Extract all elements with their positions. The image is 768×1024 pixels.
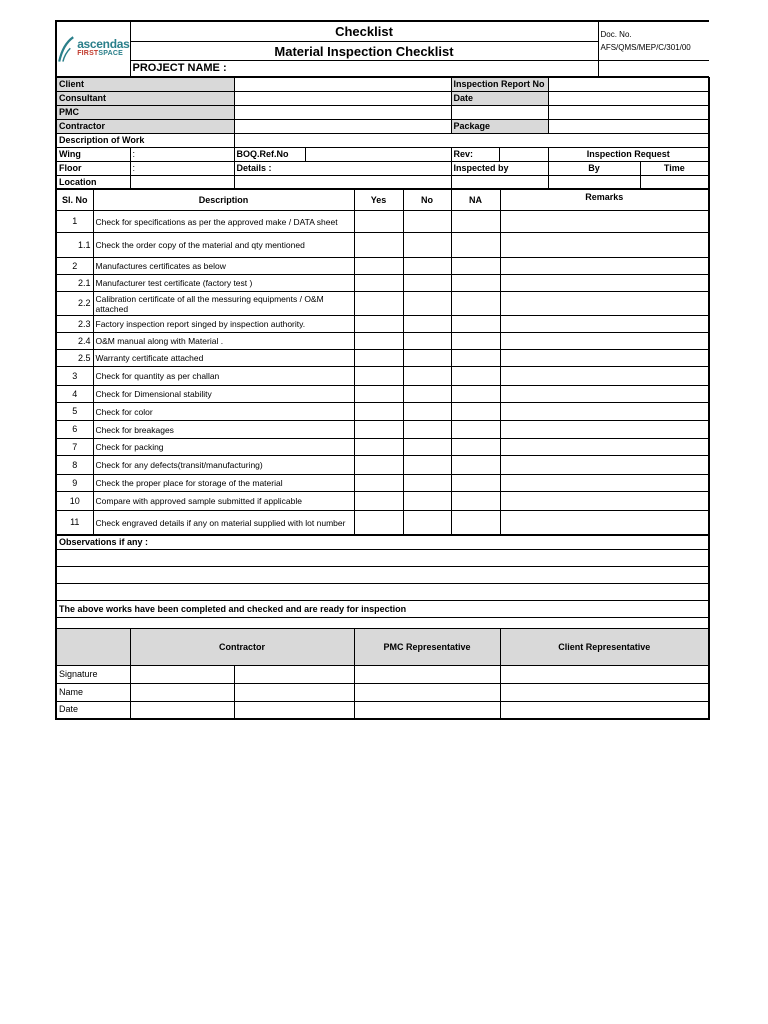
logo-main-text: ascendas <box>77 37 130 51</box>
name-cell <box>500 684 709 702</box>
table-row <box>56 475 709 492</box>
table-row <box>56 439 709 456</box>
table-row <box>56 456 709 475</box>
item-number: 2.5 <box>56 350 93 367</box>
yes-cell <box>354 211 403 233</box>
na-cell <box>451 439 500 456</box>
pmc-blank-2 <box>548 106 709 120</box>
checklist-items <box>56 211 709 535</box>
na-cell <box>451 233 500 258</box>
item-number: 11 <box>56 511 93 535</box>
item-description: Compare with approved sample submitted if applicable <box>93 492 354 511</box>
name-cell <box>234 684 354 702</box>
yes-cell <box>354 333 403 350</box>
item-number: 2.3 <box>56 316 93 333</box>
table-row <box>56 233 709 258</box>
signature-cell <box>500 666 709 684</box>
package-value <box>548 120 709 134</box>
yes-cell <box>354 475 403 492</box>
pmc-label: PMC <box>56 106 234 120</box>
inspected-by-label: Inspected by <box>451 162 548 176</box>
no-cell <box>403 492 451 511</box>
remarks-cell <box>500 456 709 475</box>
yes-cell <box>354 292 403 316</box>
logo-cell <box>56 21 130 77</box>
date-label-footer: Date <box>56 702 130 719</box>
yes-cell <box>354 439 403 456</box>
table-row <box>56 421 709 439</box>
table-row <box>56 511 709 535</box>
table-row <box>56 211 709 233</box>
item-description: Check for color <box>93 403 354 421</box>
name-cell <box>354 684 500 702</box>
no-cell <box>403 386 451 403</box>
inspection-request-label: Inspection Request <box>548 148 709 162</box>
location-value <box>130 176 234 189</box>
consultant-label: Consultant <box>56 92 234 106</box>
na-cell <box>451 511 500 535</box>
item-number: 10 <box>56 492 93 511</box>
item-number: 7 <box>56 439 93 456</box>
remarks-cell <box>500 439 709 456</box>
yes-cell <box>354 275 403 292</box>
date-cell <box>234 702 354 719</box>
pmc-rep-heading: PMC Representative <box>354 629 500 666</box>
remarks-cell <box>500 403 709 421</box>
doc-no-value: AFS/QMS/MEP/C/301/00 <box>600 43 691 52</box>
doc-number-cell <box>598 21 709 61</box>
item-number: 1.1 <box>56 233 93 258</box>
item-number: 6 <box>56 421 93 439</box>
item-number: 2.4 <box>56 333 93 350</box>
item-number: 3 <box>56 367 93 386</box>
pmc-blank <box>451 106 548 120</box>
client-value <box>234 78 451 92</box>
footer-table <box>55 535 710 720</box>
col-yes: Yes <box>354 190 403 211</box>
location-blank-3 <box>548 176 640 189</box>
yes-cell <box>354 316 403 333</box>
signature-cell <box>130 666 234 684</box>
wing-colon: : <box>130 148 234 162</box>
no-cell <box>403 367 451 386</box>
yes-cell <box>354 258 403 275</box>
location-blank-4 <box>640 176 709 189</box>
signature-cell <box>234 666 354 684</box>
table-row <box>56 367 709 386</box>
location-label: Location <box>56 176 130 189</box>
item-description: Manufactures certificates as below <box>93 258 354 275</box>
no-cell <box>403 258 451 275</box>
details-label: Details : <box>234 162 451 176</box>
na-cell <box>451 403 500 421</box>
na-cell <box>451 456 500 475</box>
no-cell <box>403 316 451 333</box>
no-cell <box>403 439 451 456</box>
yes-cell <box>354 421 403 439</box>
yes-cell <box>354 367 403 386</box>
description-of-work-value <box>234 134 709 148</box>
logo-sub-text: FIRSTSPACE <box>77 50 124 57</box>
item-number: 2.2 <box>56 292 93 316</box>
date-cell <box>130 702 234 719</box>
item-description: Check for Dimensional stability <box>93 386 354 403</box>
location-blank <box>234 176 451 189</box>
observation-line <box>56 550 709 567</box>
project-name-label: PROJECT NAME : <box>130 61 598 77</box>
inspection-report-value <box>548 78 709 92</box>
na-cell <box>451 316 500 333</box>
table-row <box>56 275 709 292</box>
remarks-cell <box>500 292 709 316</box>
no-cell <box>403 233 451 258</box>
item-number: 5 <box>56 403 93 421</box>
inspection-report-label: Inspection Report No <box>451 78 548 92</box>
contractor-value <box>234 120 451 134</box>
table-row <box>56 258 709 275</box>
doc-no-label: Doc. No. <box>600 30 632 39</box>
na-cell <box>451 275 500 292</box>
package-label: Package <box>451 120 548 134</box>
signature-cell <box>354 666 500 684</box>
remarks-cell <box>500 316 709 333</box>
signature-label: Signature <box>56 666 130 684</box>
na-cell <box>451 292 500 316</box>
no-cell <box>403 511 451 535</box>
item-number: 9 <box>56 475 93 492</box>
wing-label: Wing <box>56 148 130 162</box>
remarks-cell <box>500 211 709 233</box>
remarks-cell <box>500 258 709 275</box>
project-name-blank <box>598 61 709 77</box>
page-subtitle: Material Inspection Checklist <box>130 42 598 61</box>
yes-cell <box>354 511 403 535</box>
col-description: Description <box>93 190 354 211</box>
rev-label: Rev: <box>451 148 499 162</box>
remarks-cell <box>500 492 709 511</box>
col-remarks: Remarks <box>500 190 709 211</box>
date-cell <box>500 702 709 719</box>
remarks-cell <box>500 233 709 258</box>
na-cell <box>451 475 500 492</box>
pmc-value <box>234 106 451 120</box>
no-cell <box>403 475 451 492</box>
name-label: Name <box>56 684 130 702</box>
item-number: 4 <box>56 386 93 403</box>
item-description: Factory inspection report singed by inspection authority. <box>93 316 354 333</box>
header-table <box>55 20 709 77</box>
yes-cell <box>354 350 403 367</box>
table-row <box>56 316 709 333</box>
checklist-sheet <box>55 20 708 720</box>
na-cell <box>451 492 500 511</box>
boq-ref-value <box>305 148 451 162</box>
table-row <box>56 492 709 511</box>
client-label: Client <box>56 78 234 92</box>
na-cell <box>451 367 500 386</box>
remarks-cell <box>500 421 709 439</box>
na-cell <box>451 386 500 403</box>
description-of-work-label: Description of Work <box>56 134 234 148</box>
no-cell <box>403 275 451 292</box>
item-description: Check the order copy of the material and qty mentioned <box>93 233 354 258</box>
na-cell <box>451 333 500 350</box>
item-description: Check for quantity as per challan <box>93 367 354 386</box>
remarks-cell <box>500 275 709 292</box>
logo-swoosh-icon <box>57 30 76 68</box>
item-description: Check for any defects(transit/manufacturing) <box>93 456 354 475</box>
no-cell <box>403 333 451 350</box>
location-blank-2 <box>451 176 548 189</box>
no-cell <box>403 456 451 475</box>
yes-cell <box>354 456 403 475</box>
table-row <box>56 350 709 367</box>
remarks-cell <box>500 386 709 403</box>
date-value <box>548 92 709 106</box>
item-description: Check engraved details if any on material supplied with lot number <box>93 511 354 535</box>
ascendas-logo <box>57 29 130 69</box>
no-cell <box>403 292 451 316</box>
name-cell <box>130 684 234 702</box>
observation-line <box>56 567 709 584</box>
spacer-row <box>56 618 709 629</box>
floor-label: Floor <box>56 162 130 176</box>
signoff-corner <box>56 629 130 666</box>
yes-cell <box>354 386 403 403</box>
remarks-cell <box>500 475 709 492</box>
na-cell <box>451 211 500 233</box>
table-row <box>56 403 709 421</box>
item-description: Check for specifications as per the approved make / DATA sheet <box>93 211 354 233</box>
item-number: 1 <box>56 211 93 233</box>
remarks-cell <box>500 367 709 386</box>
item-description: Warranty certificate attached <box>93 350 354 367</box>
col-na: NA <box>451 190 500 211</box>
time-label: Time <box>640 162 709 176</box>
table-row <box>56 386 709 403</box>
yes-cell <box>354 403 403 421</box>
item-description: O&M manual along with Material . <box>93 333 354 350</box>
observations-label: Observations if any : <box>56 536 709 550</box>
item-description: Manufacturer test certificate (factory test ) <box>93 275 354 292</box>
na-cell <box>451 421 500 439</box>
floor-colon: : <box>130 162 234 176</box>
item-number: 2 <box>56 258 93 275</box>
col-sl-no: Sl. No <box>56 190 93 211</box>
page-title: Checklist <box>130 21 598 42</box>
date-label: Date <box>451 92 548 106</box>
completion-note: The above works have been completed and checked and are ready for inspection <box>56 601 709 618</box>
yes-cell <box>354 492 403 511</box>
yes-cell <box>354 233 403 258</box>
contractor-label: Contractor <box>56 120 234 134</box>
contractor-heading: Contractor <box>130 629 354 666</box>
observation-line <box>56 584 709 601</box>
client-rep-heading: Client Representative <box>500 629 709 666</box>
rev-value <box>499 148 548 162</box>
item-number: 2.1 <box>56 275 93 292</box>
consultant-value <box>234 92 451 106</box>
na-cell <box>451 350 500 367</box>
remarks-cell <box>500 511 709 535</box>
info-table <box>55 77 710 189</box>
by-label: By <box>548 162 640 176</box>
table-row <box>56 292 709 316</box>
na-cell <box>451 258 500 275</box>
table-row <box>56 333 709 350</box>
item-description: Check for packing <box>93 439 354 456</box>
no-cell <box>403 421 451 439</box>
item-description: Check the proper place for storage of the material <box>93 475 354 492</box>
no-cell <box>403 350 451 367</box>
remarks-cell <box>500 333 709 350</box>
boq-ref-label: BOQ.Ref.No <box>234 148 305 162</box>
col-no: No <box>403 190 451 211</box>
no-cell <box>403 403 451 421</box>
item-number: 8 <box>56 456 93 475</box>
checklist-table <box>55 189 710 535</box>
item-description: Check for breakages <box>93 421 354 439</box>
remarks-cell <box>500 350 709 367</box>
item-description: Calibration certificate of all the messuring equipments / O&M attached <box>93 292 354 316</box>
date-cell <box>354 702 500 719</box>
no-cell <box>403 211 451 233</box>
